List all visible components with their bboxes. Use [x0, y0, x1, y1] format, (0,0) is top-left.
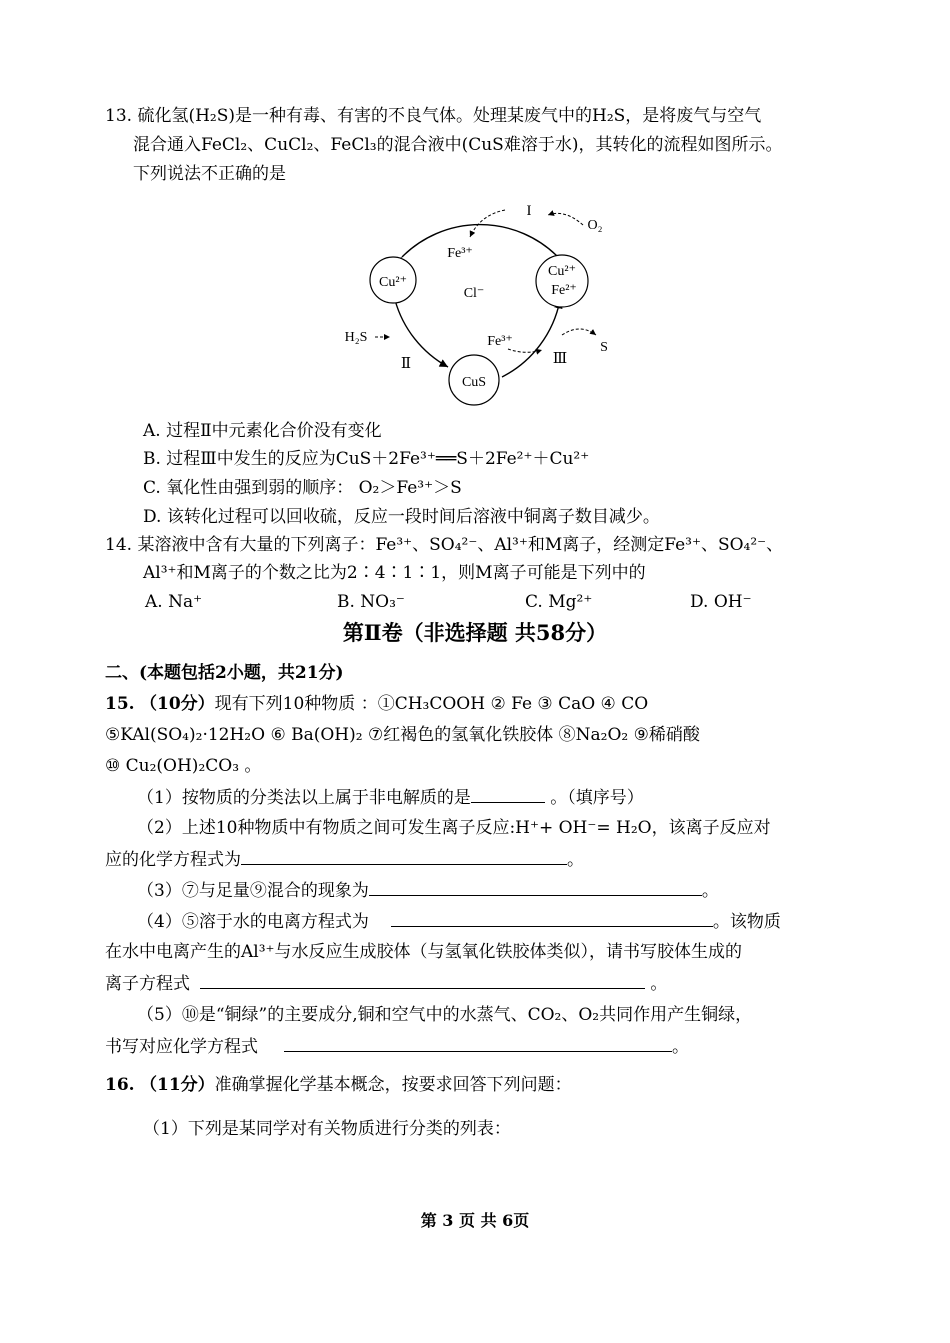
q15-sub1-blank[interactable]	[471, 786, 545, 803]
q15-sub4-blank2[interactable]	[200, 972, 645, 989]
q14-option-d: D. OH⁻	[690, 592, 752, 612]
label-h2s: H₂S	[344, 330, 368, 345]
q15-sub4-line3	[105, 972, 667, 995]
q15-line1	[105, 693, 648, 715]
label-fe-right: Fe²⁺	[551, 283, 577, 298]
label-fe3-bottom: Fe³⁺	[487, 334, 513, 349]
q15-sub5-tail: 。	[672, 1037, 689, 1057]
q15-sub2-text: 应的化学方程式为	[105, 850, 241, 870]
q15-sub4-blank1[interactable]	[391, 910, 713, 927]
q13-stem-line1: 13. 硫化氢(H₂S)是一种有毒、有害的不良气体。处理某废气中的H₂S，是将废气与空气	[105, 106, 762, 126]
label-s: S	[600, 340, 608, 355]
label-o2: O₂	[587, 218, 603, 233]
q15-substances-2: ⑤KAl(SO₄)₂·12H₂O ⑥ Ba(OH)₂ ⑦红褐色的氢氧化铁胶体 ⑧Na₂O₂ ⑨稀硝酸	[105, 725, 700, 745]
q15-sub4-tail: 。该物质	[712, 912, 781, 932]
q15-sub4-line2: 在水中电离产生的Al³⁺与水反应生成胶体（与氢氧化铁胶体类似），请书写胶体生成的	[105, 942, 743, 962]
q14-option-a: A. Na⁺	[145, 592, 203, 612]
q15-number: 15.	[105, 694, 135, 714]
q15-sub1-text: （1）按物质的分类法以上属于非电解质的是	[137, 788, 471, 808]
q14-option-b: B. NO₃⁻	[337, 592, 405, 612]
part2-header: 二、(本题包括2小题，共21分)	[105, 663, 344, 683]
arrow-o2	[548, 213, 583, 225]
q16-sub1: （1）下列是某同学对有关物质进行分类的列表：	[143, 1119, 511, 1139]
q15-sub3-blank[interactable]	[369, 879, 702, 896]
arrow-s	[562, 329, 596, 335]
q16-text: 准确掌握化学基本概念，按要求回答下列问题：	[214, 1075, 572, 1095]
q15-sub4-tail2: 。	[645, 974, 668, 994]
q15-sub1	[137, 786, 644, 809]
q16-stem	[105, 1074, 572, 1096]
q15-sub2-tail: 。	[567, 850, 584, 870]
q14-option-c: C. Mg²⁺	[525, 592, 593, 612]
label-cus: CuS	[461, 375, 487, 390]
q15-sub5-line1: （5）⑩是“铜绿”的主要成分,铜和空气中的水蒸气、CO₂、O₂共同作用产生铜绿，	[137, 1005, 753, 1025]
page-footer: 第 3 页 共 6页	[420, 1211, 530, 1230]
label-fe3-top: Fe³⁺	[447, 246, 473, 261]
q13-cycle-diagram	[330, 195, 630, 415]
q15-sub3-tail: 。	[701, 881, 719, 901]
label-step2: Ⅱ	[400, 356, 412, 372]
label-cl: Cl⁻	[463, 286, 485, 301]
label-step3: Ⅲ	[552, 351, 568, 367]
q15-sub3	[137, 879, 719, 902]
q15-sub5-line2	[105, 1035, 689, 1058]
label-cu-left: Cu²⁺	[379, 275, 407, 290]
q15-sub5-text: 书写对应化学方程式	[105, 1037, 258, 1057]
q13-option-b: B. 过程Ⅲ中发生的反应为CuS＋2Fe³⁺══S＋2Fe²⁺＋Cu²⁺	[143, 449, 590, 469]
q13-stem-line3: 下列说法不正确的是	[133, 164, 286, 184]
q15-sub4-text: （4）⑤溶于水的电离方程式为	[137, 912, 369, 932]
q15-substances-3: ⑩ Cu₂(OH)₂CO₃ 。	[105, 756, 262, 776]
label-cu-right: Cu²⁺	[548, 264, 576, 279]
node-cu-fe-right	[536, 255, 588, 307]
q16-number: 16.	[105, 1075, 135, 1095]
q15-sub5-blank[interactable]	[284, 1035, 672, 1052]
q15-sub3-text: （3）⑦与足量⑨混合的现象为	[137, 881, 369, 901]
arrow-fe3-top	[470, 210, 505, 237]
q15-score: （10分）	[139, 694, 215, 714]
q15-sub4-text2: 离子方程式	[105, 974, 190, 994]
q15-substances-1: 现有下列10种物质 ：①CH₃COOH ② Fe ③ CaO ④ CO	[214, 694, 649, 714]
label-step1: I	[526, 203, 532, 219]
q14-stem-line1: 14. 某溶液中含有大量的下列离子：Fe³⁺、SO₄²⁻、Al³⁺和M离子，经测定Fe³⁺、SO₄²⁻、	[105, 535, 784, 555]
q15-sub4-line1	[137, 910, 781, 933]
q15-sub1-tail: 。（填序号）	[544, 788, 644, 808]
q15-sub2-line2	[105, 848, 584, 871]
q13-stem-line2: 混合通入FeCl₂、CuCl₂、FeCl₃的混合液中(CuS难溶于水)，其转化的流程如图所示。	[133, 135, 783, 155]
q13-option-d: D. 该转化过程可以回收硫，反应一段时间后溶液中铜离子数目减少。	[143, 507, 660, 527]
q15-sub2-blank[interactable]	[241, 848, 567, 865]
q16-score: （11分）	[139, 1075, 215, 1095]
cycle-arc-top	[402, 225, 558, 257]
q14-stem-line2: Al³⁺和M离子的个数之比为2∶4∶1∶1，则M离子可能是下列中的	[143, 563, 646, 583]
section-title: 第Ⅱ卷（非选择题 共58分）	[342, 620, 608, 645]
q15-sub2-line1: （2）上述10种物质中有物质之间可发生离子反应:H⁺+ OH⁻= H₂O，该离子反应对	[137, 818, 771, 838]
q13-option-a: A. 过程Ⅱ中元素化合价没有变化	[143, 421, 382, 441]
q13-option-c: C. 氧化性由强到弱的顺序： O₂＞Fe³⁺＞S	[143, 478, 462, 498]
